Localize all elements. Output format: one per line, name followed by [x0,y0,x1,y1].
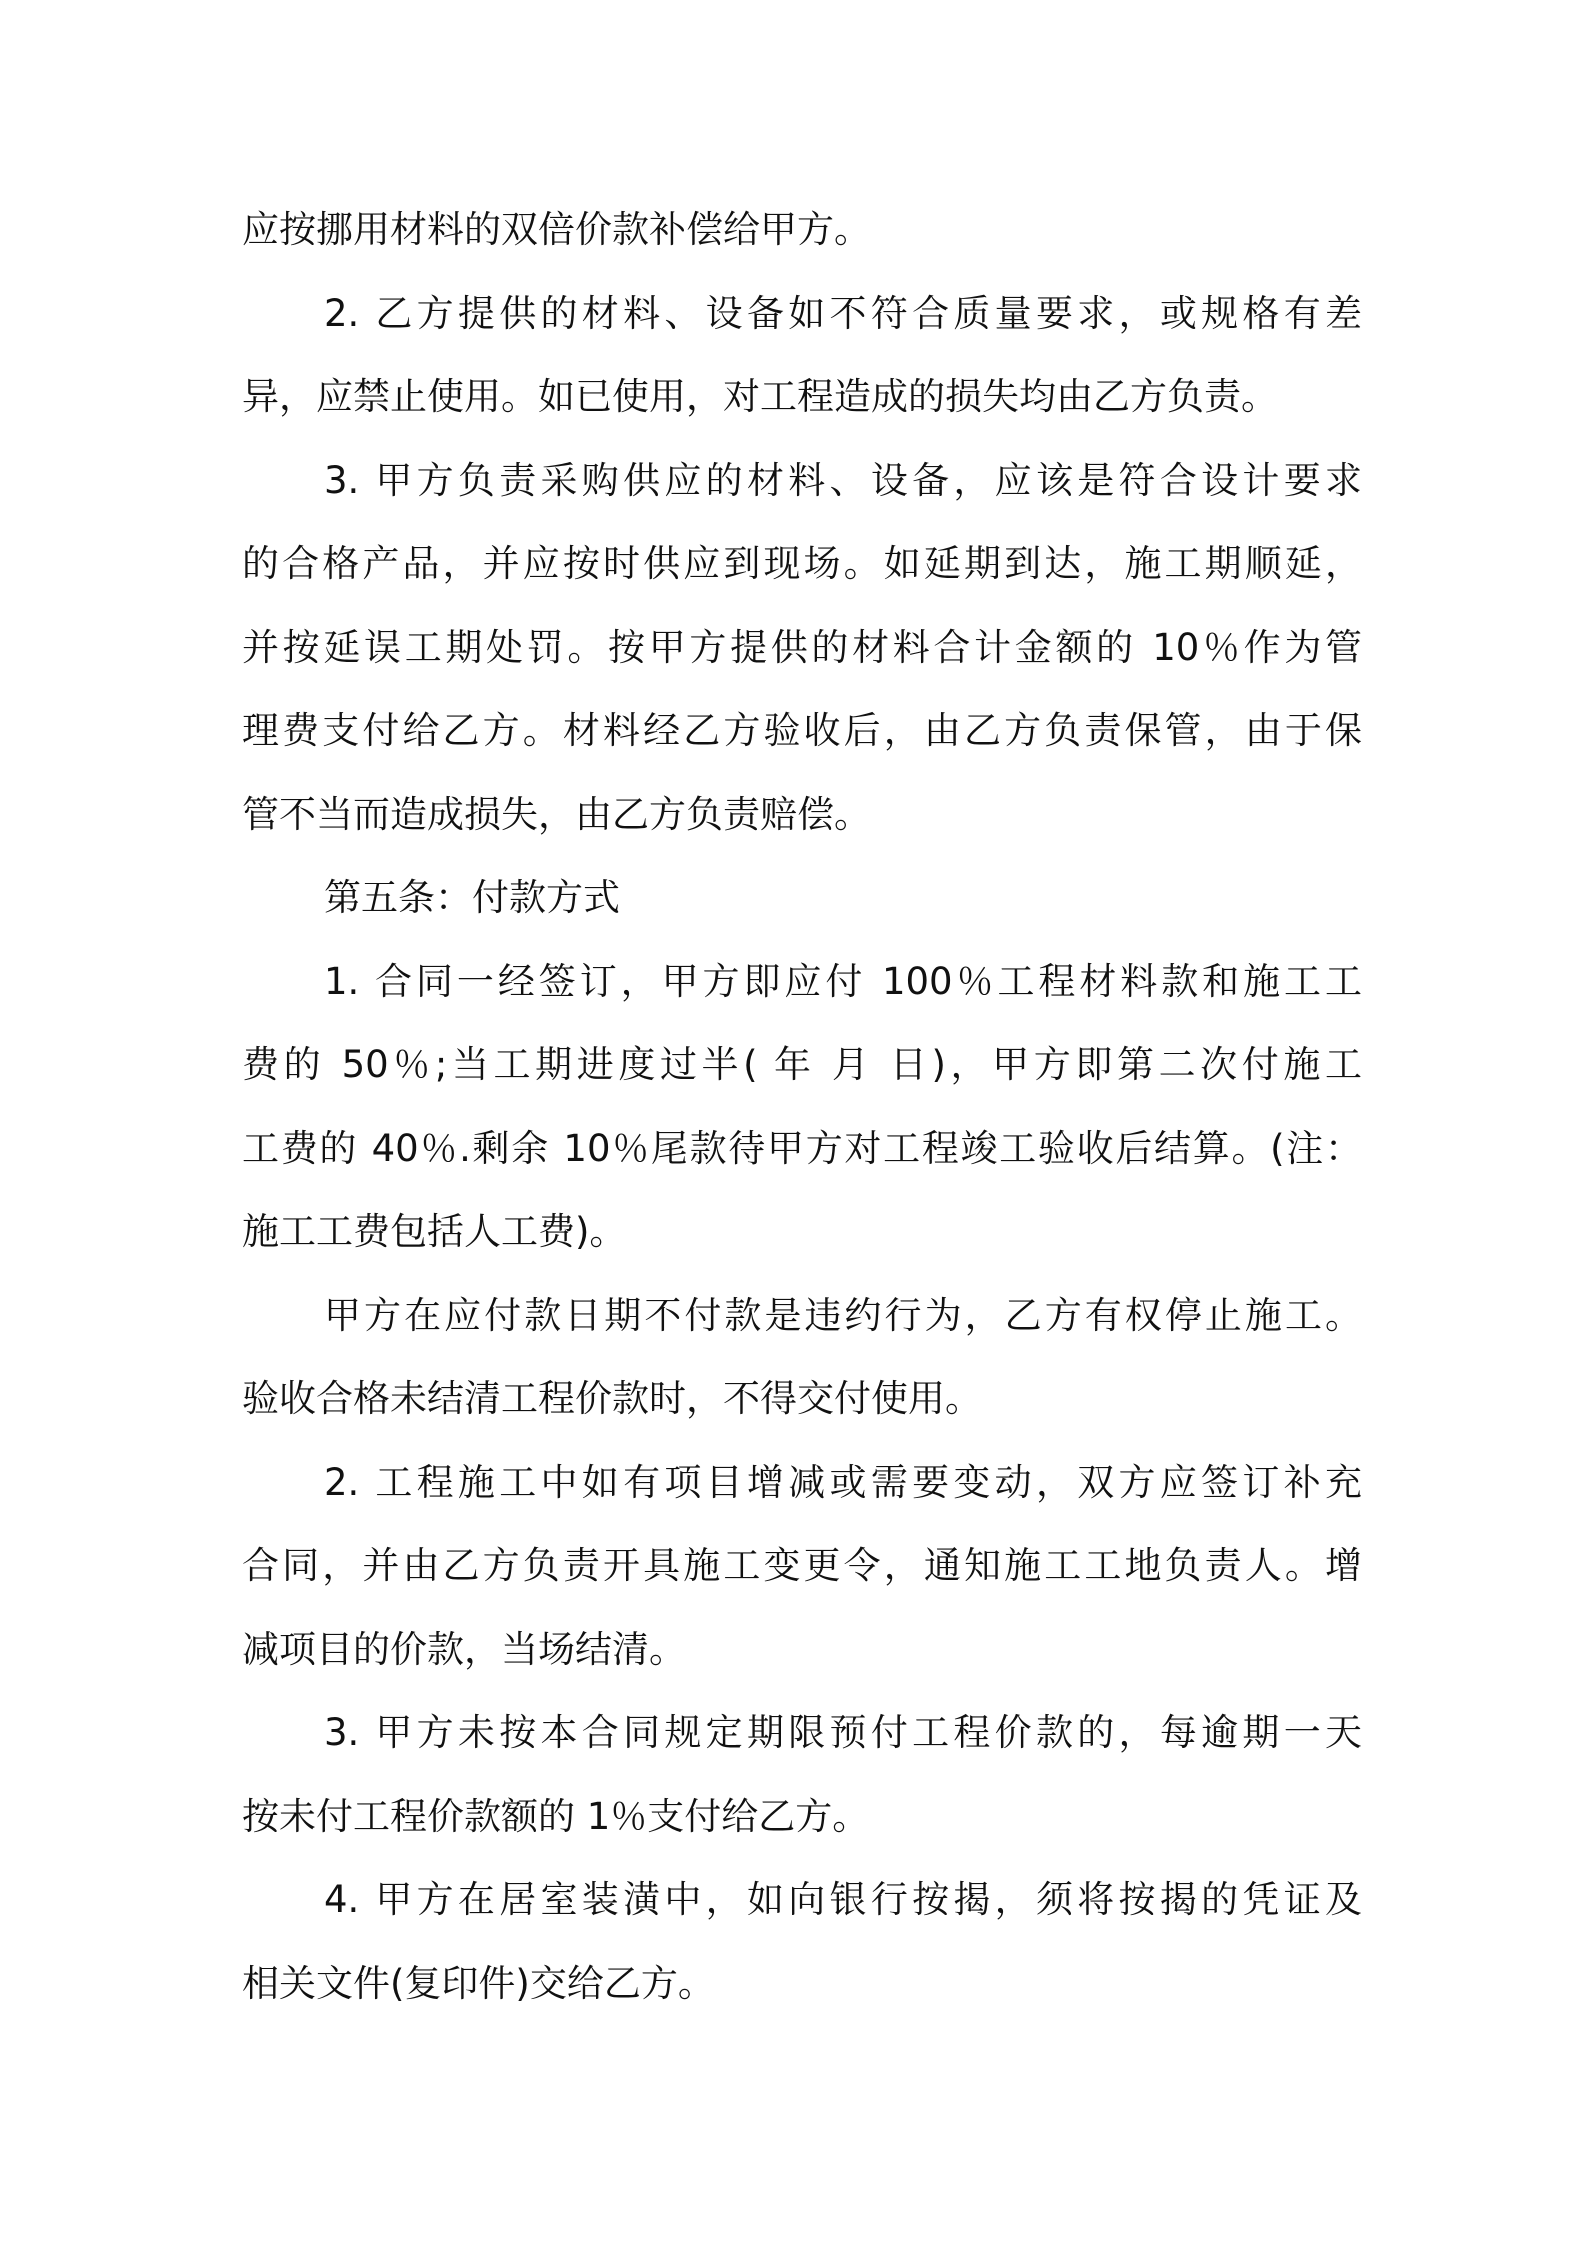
text-line: 2. 乙方提供的材料、设备如不符合质量要求，或规格有差 [324,291,1362,335]
paragraph-5 [242,940,1362,1274]
text-line: 管不当而造成损失，由乙方负责赔偿。 [242,792,871,836]
section-heading [242,856,1362,940]
paragraph-9 [242,1858,1362,2025]
section-title: 第五条：付款方式 [324,876,620,919]
paragraph-1 [242,188,1362,272]
paragraph-2 [242,272,1362,439]
text-line: 4. 甲方在居室装潢中，如向银行按揭，须将按揭的凭证及 [324,1878,1362,1921]
text-line: 验收合格未结清工程价款时，不得交付使用。 [242,1377,982,1420]
text-line: 应按挪用材料的双倍价款补偿给甲方。 [242,208,871,251]
paragraph-7 [242,1441,1362,1692]
text-line: 减项目的价款，当场结清。 [242,1627,686,1671]
text-line: 甲方在应付款日期不付款是违约行为，乙方有权停止施工。 [324,1293,1362,1337]
text-line: 理费支付给乙方。材料经乙方验收后，由乙方负责保管，由于保 [242,709,1362,752]
text-line: 相关文件(复印件)交给乙方。 [242,1961,715,2005]
text-line: 3. 甲方负责采购供应的材料、设备，应该是符合设计要求 [324,458,1362,502]
text-line: 施工工费包括人工费)。 [242,1210,627,1253]
paragraph-3 [242,439,1362,857]
paragraph-8 [242,1691,1362,1858]
paragraph-6 [242,1274,1362,1441]
text-line: 的合格产品，并应按时供应到现场。如延期到达，施工期顺延， [242,542,1362,585]
text-line: 异，应禁止使用。如已使用，对工程造成的损失均由乙方负责。 [242,375,1278,418]
text-line: 3. 甲方未按本合同规定期限预付工程价款的，每逾期一天 [324,1711,1362,1754]
text-line: 2. 工程施工中如有项目增减或需要变动，双方应签订补充 [324,1460,1362,1504]
text-line: 并按延误工期处罚。按甲方提供的材料合计金额的 10％作为管 [242,625,1362,669]
text-line: 1. 合同一经签订，甲方即应付 100％工程材料款和施工工 [324,959,1362,1003]
document-body [242,188,1362,2025]
text-line: 工费的 40％.剩余 10％尾款待甲方对工程竣工验收后结算。(注： [242,1126,1362,1170]
text-line: 按未付工程价款额的 1％支付给乙方。 [242,1794,870,1838]
text-line: 费的 50％;当工期进度过半( 年 月 日)，甲方即第二次付施工 [242,1043,1362,1086]
text-line: 合同，并由乙方负责开具施工变更令，通知施工工地负责人。增 [242,1544,1362,1587]
